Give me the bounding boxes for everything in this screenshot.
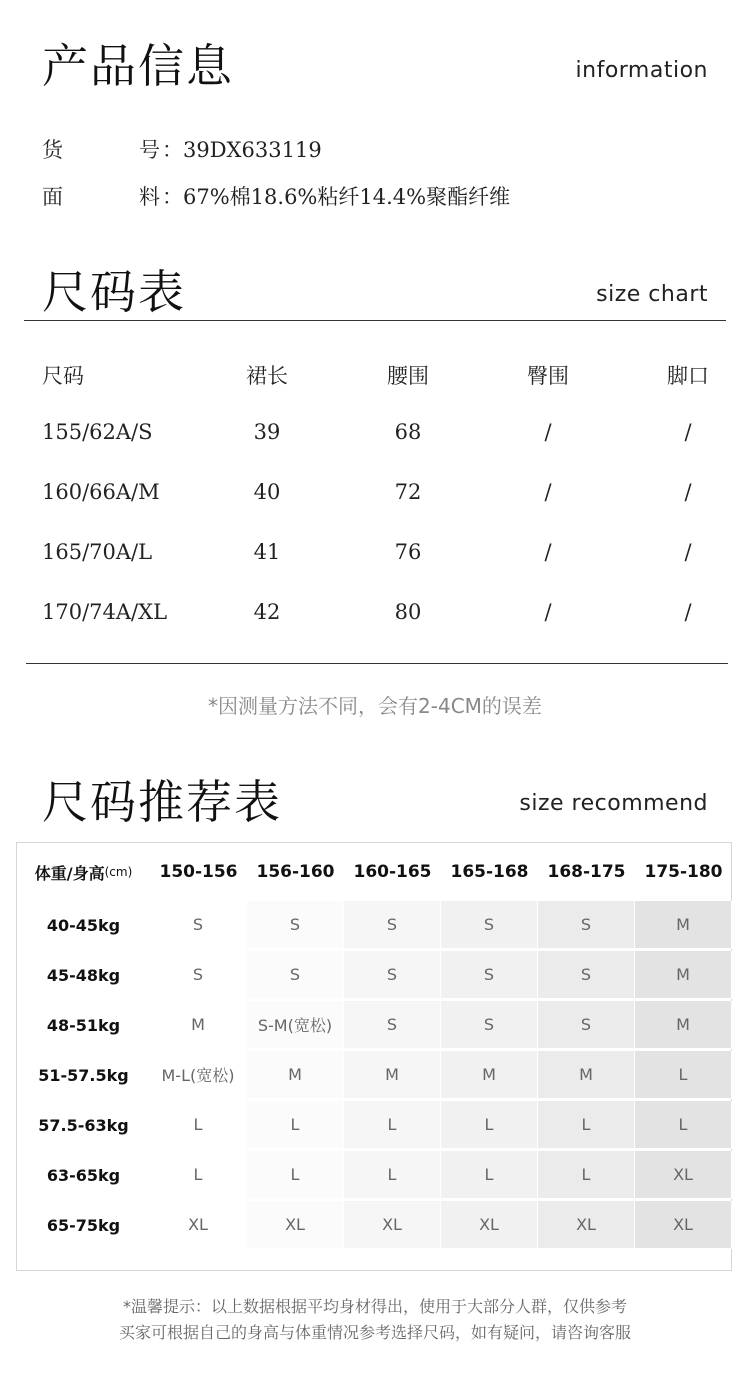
- weight-cell: 65-75kg: [46, 1215, 121, 1235]
- table-row: [42, 540, 722, 580]
- size-cell: XL: [538, 1201, 635, 1249]
- size-cell: M: [538, 1051, 635, 1099]
- tip-line: 买家可根据自己的身高与体重情况参考选择尺码，如有疑问，请咨询客服: [118, 1323, 631, 1342]
- info-key: 面 料: [42, 185, 160, 209]
- size-cell: L: [247, 1151, 344, 1199]
- table-row: [42, 420, 722, 460]
- table-cell: /: [684, 420, 692, 444]
- size-cell: XL: [441, 1201, 538, 1249]
- table-cell: 42: [253, 600, 281, 624]
- table-cell: /: [544, 480, 552, 504]
- size-cell: S: [538, 901, 635, 949]
- size-cell: S: [441, 1001, 538, 1049]
- size-cell: L: [635, 1051, 732, 1099]
- table-cell: /: [544, 540, 552, 564]
- height-header-cell: 150-156: [159, 862, 238, 882]
- recommend-header-row: [17, 843, 733, 901]
- size-cell: XL: [635, 1151, 732, 1199]
- table-cell: 170/74A/XL: [42, 600, 168, 624]
- weight-cell: 40-45kg: [46, 915, 121, 935]
- size-cell: S: [247, 901, 344, 949]
- table-cell: 160/66A/M: [42, 480, 160, 504]
- table-cell: /: [544, 420, 552, 444]
- table-row: [17, 1001, 733, 1049]
- size-cell: M: [635, 901, 732, 949]
- size-cell: S: [344, 901, 441, 949]
- size-cell: L: [441, 1101, 538, 1149]
- size-cell: S: [441, 951, 538, 999]
- info-row-fabric: [42, 181, 510, 211]
- size-cell: M-L(宽松): [150, 1051, 247, 1099]
- size-chart-subtitle: size chart: [596, 282, 708, 307]
- product-info-subtitle: information: [575, 58, 708, 83]
- table-cell: 40: [253, 480, 281, 504]
- size-table-header: [42, 360, 722, 400]
- table-cell: 80: [394, 600, 422, 624]
- header-cell: 尺码: [42, 364, 84, 388]
- divider: [24, 320, 726, 321]
- table-cell: /: [544, 600, 552, 624]
- info-value: ：39DX633119: [162, 138, 322, 162]
- size-cell: M: [441, 1051, 538, 1099]
- corner-label: 体重/身高: [34, 863, 105, 883]
- info-row-item-number: [42, 134, 322, 164]
- size-recommend-title: 尺码推荐表: [42, 775, 282, 829]
- size-cell: M: [635, 1001, 732, 1049]
- table-row: [17, 1101, 733, 1149]
- size-cell: XL: [247, 1201, 344, 1249]
- table-cell: /: [684, 480, 692, 504]
- weight-cell: 57.5-63kg: [38, 1115, 129, 1135]
- size-cell: L: [150, 1101, 247, 1149]
- table-cell: 165/70A/L: [42, 540, 153, 564]
- table-cell: 76: [394, 540, 422, 564]
- tip-text: [0, 1294, 750, 1346]
- header-cell: 腰围: [387, 364, 429, 388]
- size-cell: S: [441, 901, 538, 949]
- divider: [26, 663, 728, 664]
- height-header-cell: 175-180: [644, 862, 723, 882]
- size-recommend-table: [16, 842, 732, 1271]
- table-cell: 72: [394, 480, 422, 504]
- table-cell: 155/62A/S: [42, 420, 153, 444]
- size-recommend-subtitle: size recommend: [519, 791, 708, 816]
- table-row: [42, 600, 722, 640]
- table-cell: /: [684, 600, 692, 624]
- size-cell: L: [538, 1101, 635, 1149]
- size-cell: S-M(宽松): [247, 1001, 344, 1049]
- corner-unit: (cm): [104, 865, 133, 879]
- size-cell: S: [538, 1001, 635, 1049]
- size-cell: L: [538, 1151, 635, 1199]
- size-cell: L: [344, 1101, 441, 1149]
- weight-cell: 63-65kg: [46, 1165, 121, 1185]
- size-cell: L: [247, 1101, 344, 1149]
- size-cell: S: [150, 951, 247, 999]
- measurement-note: *因测量方法不同，会有2-4CM的误差: [208, 694, 542, 718]
- table-row: [42, 480, 722, 520]
- size-cell: M: [344, 1051, 441, 1099]
- weight-cell: 51-57.5kg: [38, 1065, 129, 1085]
- table-cell: 39: [253, 420, 281, 444]
- size-cell: L: [344, 1151, 441, 1199]
- size-cell: L: [635, 1101, 732, 1149]
- height-header-cell: 165-168: [450, 862, 529, 882]
- header-cell: 裙长: [246, 364, 288, 388]
- weight-cell: 48-51kg: [46, 1015, 121, 1035]
- size-cell: L: [441, 1151, 538, 1199]
- product-info-title: 产品信息: [42, 39, 234, 93]
- size-cell: S: [344, 951, 441, 999]
- header-cell: 脚口: [667, 364, 709, 388]
- size-cell: XL: [344, 1201, 441, 1249]
- header-cell: 臀围: [527, 364, 569, 388]
- table-cell: 68: [394, 420, 422, 444]
- height-header-cell: 168-175: [547, 862, 626, 882]
- height-header-cell: 160-165: [353, 862, 432, 882]
- table-row: [17, 1151, 733, 1199]
- size-cell: XL: [635, 1201, 732, 1249]
- info-key: 货 号: [42, 138, 160, 162]
- table-row: [17, 1051, 733, 1099]
- size-cell: L: [150, 1151, 247, 1199]
- size-cell: S: [344, 1001, 441, 1049]
- size-cell: M: [635, 951, 732, 999]
- size-cell: S: [150, 901, 247, 949]
- info-value: ：67%棉18.6%粘纤14.4%聚酯纤维: [162, 185, 511, 209]
- table-cell: /: [684, 540, 692, 564]
- corner-cell: [17, 843, 150, 901]
- height-header-cell: 156-160: [256, 862, 335, 882]
- size-chart-title: 尺码表: [42, 265, 186, 319]
- table-row: [17, 901, 733, 949]
- size-cell: S: [538, 951, 635, 999]
- size-cell: XL: [150, 1201, 247, 1249]
- table-cell: 41: [253, 540, 281, 564]
- weight-cell: 45-48kg: [46, 965, 121, 985]
- tip-line: *温馨提示：以上数据根据平均身材得出，使用于大部分人群，仅供参考: [122, 1297, 627, 1316]
- size-cell: M: [150, 1001, 247, 1049]
- size-cell: S: [247, 951, 344, 999]
- table-row: [17, 1201, 733, 1249]
- table-row: [17, 951, 733, 999]
- size-cell: M: [247, 1051, 344, 1099]
